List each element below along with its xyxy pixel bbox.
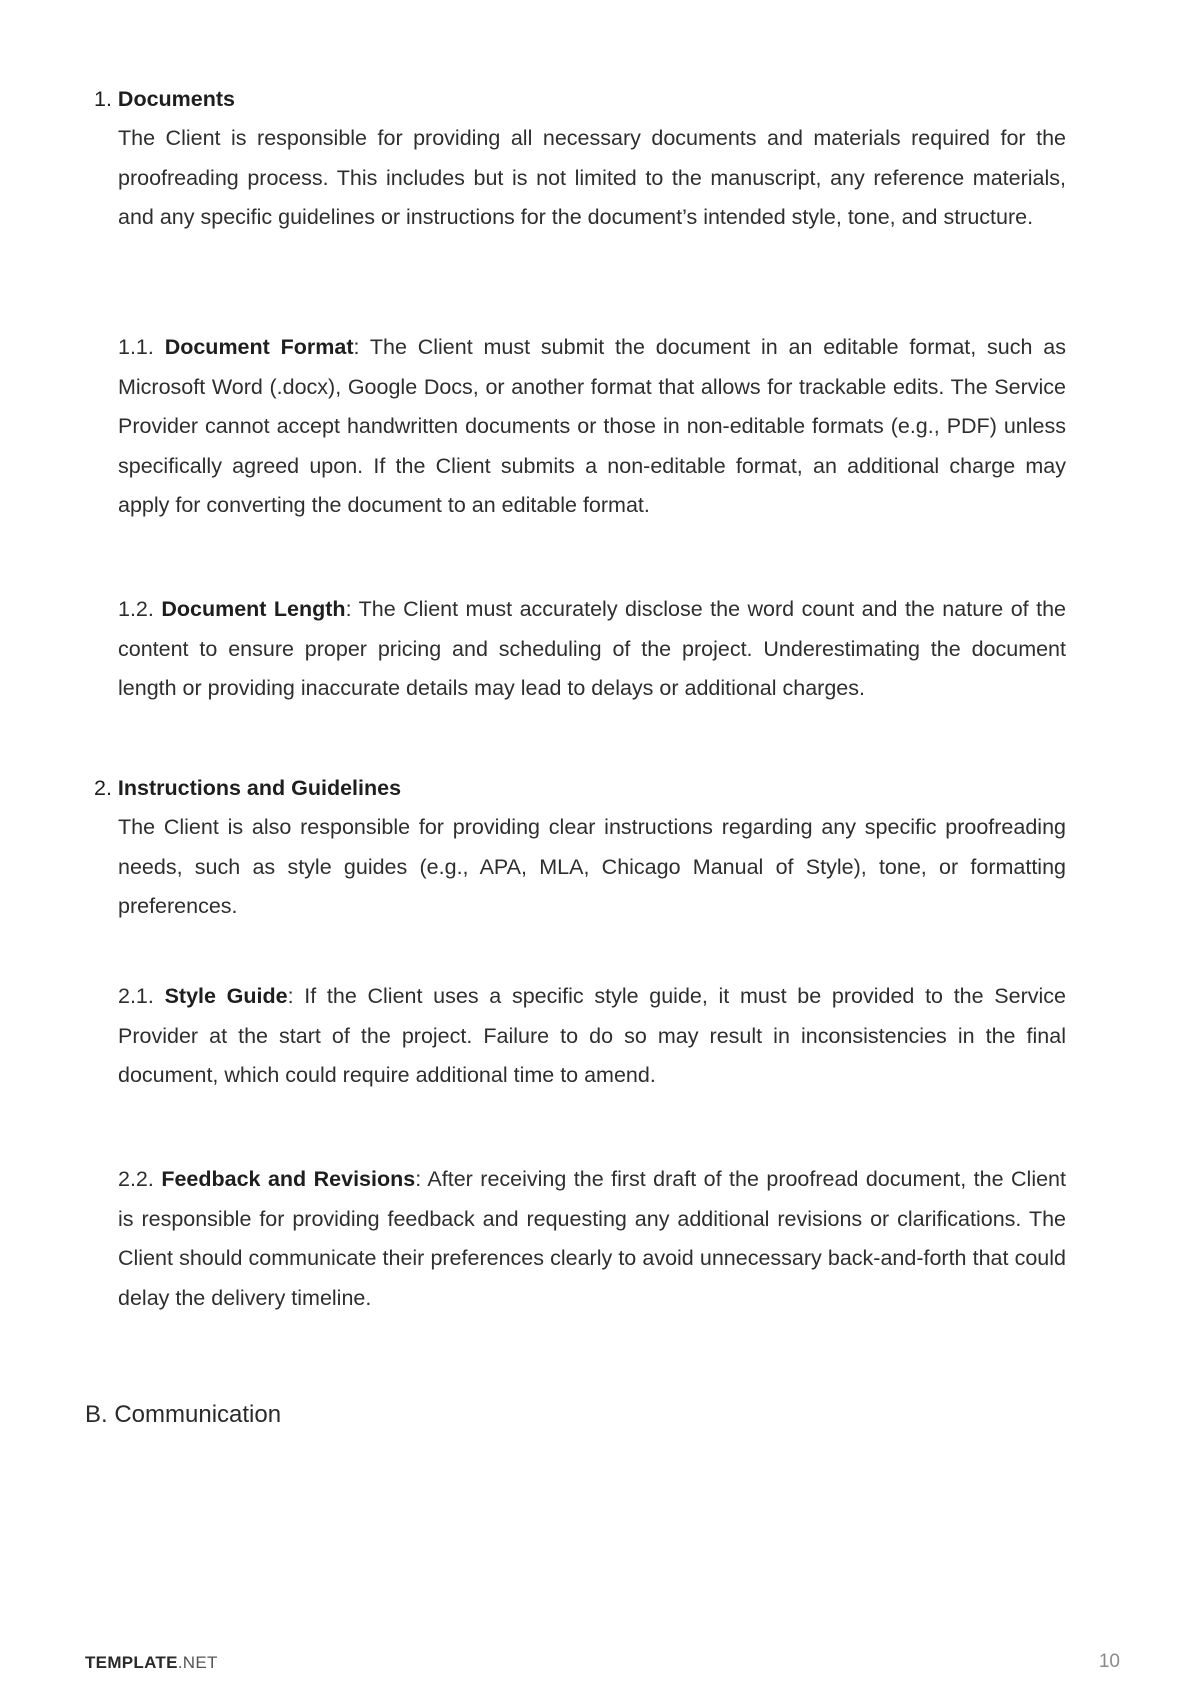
page-number: 10 — [1098, 1651, 1120, 1672]
subitem-body: : If the Client uses a specific style guide, it must be provided to the Service Provider at the start of the project. Failure to do so may result in inconsistencies in the final document, which could require additional time to amend. — [118, 984, 1066, 1087]
subitem-style-guide — [118, 977, 1066, 1096]
item-title: Documents — [117, 87, 235, 111]
subitem-number: 2.2. — [118, 1167, 154, 1191]
item-number: 1. — [94, 87, 112, 111]
subitem-title: Feedback and Revisions — [161, 1167, 416, 1191]
item-heading-documents — [94, 84, 235, 114]
subitem-title: Document Format — [164, 335, 354, 359]
subitem-body: : The Client must submit the document in an editable format, such as Microsoft Word (.docx), Google Docs, or another format that allows for trackable edits. The Service Provider cannot accept handwritten documents or those in non-editable formats (e.g., PDF) unless specifically agreed upon. If the Client submits a non-editable format, an additional charge may apply for converting the document to an editable format. — [118, 335, 1066, 517]
item-number: 2. — [94, 776, 112, 800]
template-logo — [85, 1652, 218, 1674]
item-body-instructions: The Client is also responsible for providing clear instructions regarding any specific proofreading needs, such as style guides (e.g., APA, MLA, Chicago Manual of Style), tone, or formatting preferences. — [118, 815, 1066, 918]
subitem-number: 1.2. — [118, 597, 154, 621]
item-heading-instructions — [94, 773, 401, 803]
section-heading: B. Communication — [85, 1401, 282, 1428]
subitem-body: : The Client must accurately disclose the word count and the nature of the content to ensure proper pricing and scheduling of the project. Underestimating the document length or providing inaccurate details may lead to delays or additional charges. — [118, 597, 1066, 700]
subitem-number: 2.1. — [118, 984, 154, 1008]
item-title: Instructions and Guidelines — [117, 776, 402, 800]
subitem-title: Document Length — [161, 597, 346, 621]
subitem-number: 1.1. — [118, 335, 154, 359]
subitem-body: : After receiving the first draft of the proofread document, the Client is responsible for providing feedback and requesting any additional revisions or clarifications. The Client should communicate their preferences clearly to avoid unnecessary back-and-forth that could delay the delivery timeline. — [118, 1167, 1066, 1310]
subitem-title: Style Guide — [164, 984, 288, 1008]
subitem-feedback-revisions — [118, 1160, 1066, 1318]
subitem-document-length — [118, 590, 1066, 709]
logo-light: .NET — [177, 1653, 218, 1672]
logo-strong: TEMPLATE — [85, 1653, 178, 1672]
item-body-documents: The Client is responsible for providing all necessary documents and materials required for the proofreading process. This includes but is not limited to the manuscript, any reference materials, and any specific guidelines or instructions for the document’s intended style, tone, and structure. — [118, 126, 1066, 229]
subitem-document-format — [118, 328, 1066, 526]
